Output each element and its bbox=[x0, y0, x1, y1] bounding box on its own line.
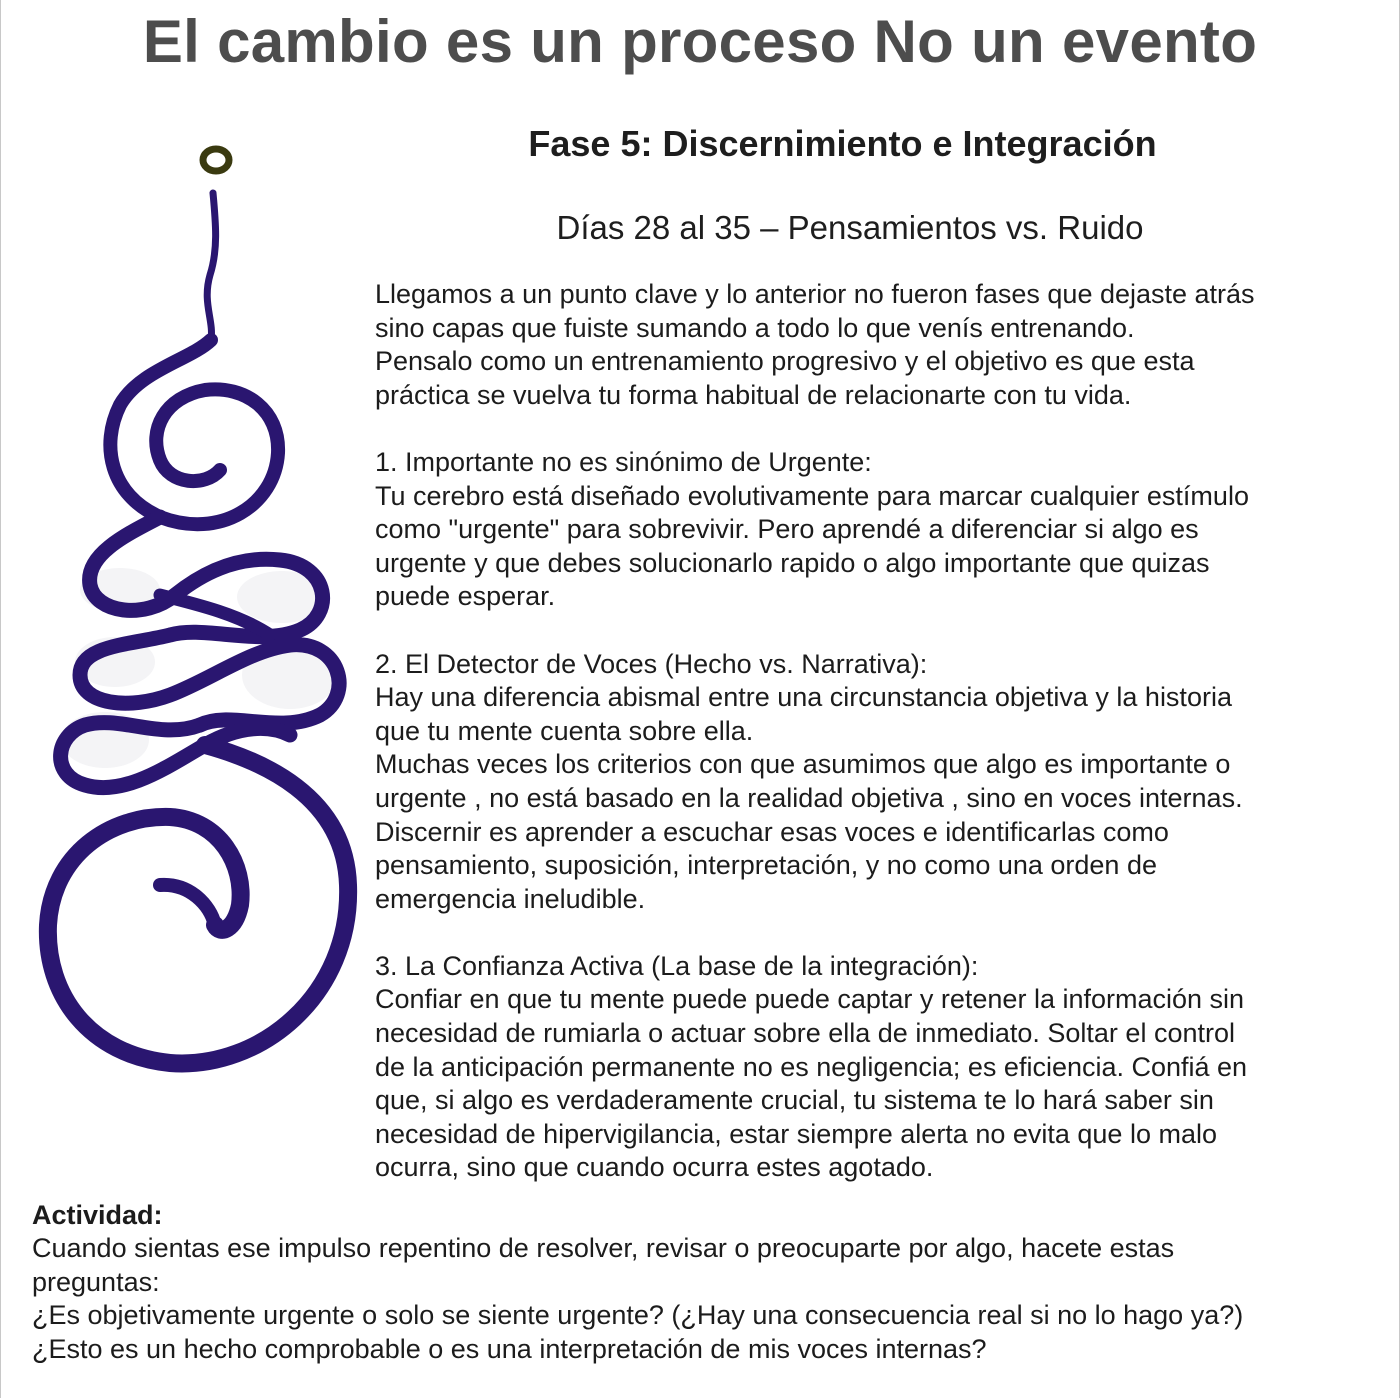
text-line: que tu mente cuenta sobre ella. bbox=[375, 715, 754, 746]
body-text bbox=[375, 278, 1385, 1185]
page-title: El cambio es un proceso No un evento bbox=[142, 8, 1258, 75]
text-line: Confiar en que tu mente puede puede captar y retener la información sin bbox=[375, 984, 1245, 1015]
text-line: Pensalo como un entrenamiento progresivo y el objetivo es que esta bbox=[375, 346, 1195, 377]
text-line: Cuando sientas ese impulso repentino de resolver, revisar o preocuparte por algo, hacete estas bbox=[32, 1233, 1175, 1264]
phase-subtitle: Días 28 al 35 – Pensamientos vs. Ruido bbox=[556, 209, 1144, 246]
text-line: necesidad de rumiarla o actuar sobre ella de inmediato. Soltar el control bbox=[375, 1018, 1235, 1049]
text-line: como "urgente" para sobrevivir. Pero aprendé a diferenciar si algo es bbox=[375, 514, 1199, 545]
spacer bbox=[375, 412, 1385, 446]
text-line: puede esperar. bbox=[375, 581, 556, 612]
text-line: Tu cerebro está diseñado evolutivamente para marcar cualquier estímulo bbox=[375, 480, 1249, 511]
section-2 bbox=[375, 648, 1385, 917]
text-line: Hay una diferencia abismal entre una circunstancia objetiva y la historia bbox=[375, 682, 1232, 713]
text-line: ¿Esto es un hecho comprobable o es una interpretación de mis voces internas? bbox=[32, 1333, 987, 1364]
text-line: que, si algo es verdaderamente crucial, tu sistema te lo hará saber sin bbox=[375, 1085, 1214, 1116]
phase-title: Fase 5: Discernimiento e Integración bbox=[528, 123, 1157, 164]
activity-section bbox=[32, 1199, 1392, 1366]
text-line: urgente y que debes solucionarlo rapido o algo importante que quizas bbox=[375, 547, 1210, 578]
text-line: Discernir es aprender a escuchar esas voces e identificarlas como bbox=[375, 816, 1169, 847]
section-3 bbox=[375, 950, 1385, 1185]
spacer bbox=[375, 916, 1385, 950]
text-line: preguntas: bbox=[32, 1266, 160, 1297]
activity-heading: Actividad: bbox=[32, 1200, 163, 1230]
text-line: sino capas que fuiste sumando a todo lo que venís entrenando. bbox=[375, 312, 1135, 343]
text-line: Muchas veces los criterios con que asumimos que algo es importante o bbox=[375, 749, 1231, 780]
text-line: Llegamos a un punto clave y lo anterior no fueron fases que dejaste atrás bbox=[375, 279, 1255, 309]
intro-paragraph bbox=[375, 278, 1385, 412]
unalome-icon bbox=[30, 135, 370, 1095]
text-line: ¿Es objetivamente urgente o solo se siente urgente? (¿Hay una consecuencia real si no lo hago ya?) bbox=[32, 1300, 1244, 1331]
text-line: urgente , no está basado en la realidad objetiva , sino en voces internas. bbox=[375, 782, 1243, 813]
text-line: necesidad de hipervigilancia, estar siempre alerta no evita que lo malo bbox=[375, 1118, 1217, 1149]
text-line: de la anticipación permanente no es negligencia; es eficiencia. Confiá en bbox=[375, 1051, 1248, 1082]
section-1 bbox=[375, 446, 1385, 614]
text-line: práctica se vuelva tu forma habitual de relacionarte con tu vida. bbox=[375, 379, 1132, 410]
section-heading: 3. La Confianza Activa (La base de la integración): bbox=[375, 950, 979, 981]
text-line: pensamiento, suposición, interpretación, y no como una orden de bbox=[375, 850, 1157, 881]
text-line: ocurra, sino que cuando ocurra estes agotado. bbox=[375, 1152, 934, 1183]
section-heading: 1. Importante no es sinónimo de Urgente: bbox=[375, 446, 872, 477]
text-line: emergencia ineludible. bbox=[375, 883, 646, 914]
section-heading: 2. El Detector de Voces (Hecho vs. Narrativa): bbox=[375, 648, 928, 679]
spacer bbox=[375, 614, 1385, 648]
